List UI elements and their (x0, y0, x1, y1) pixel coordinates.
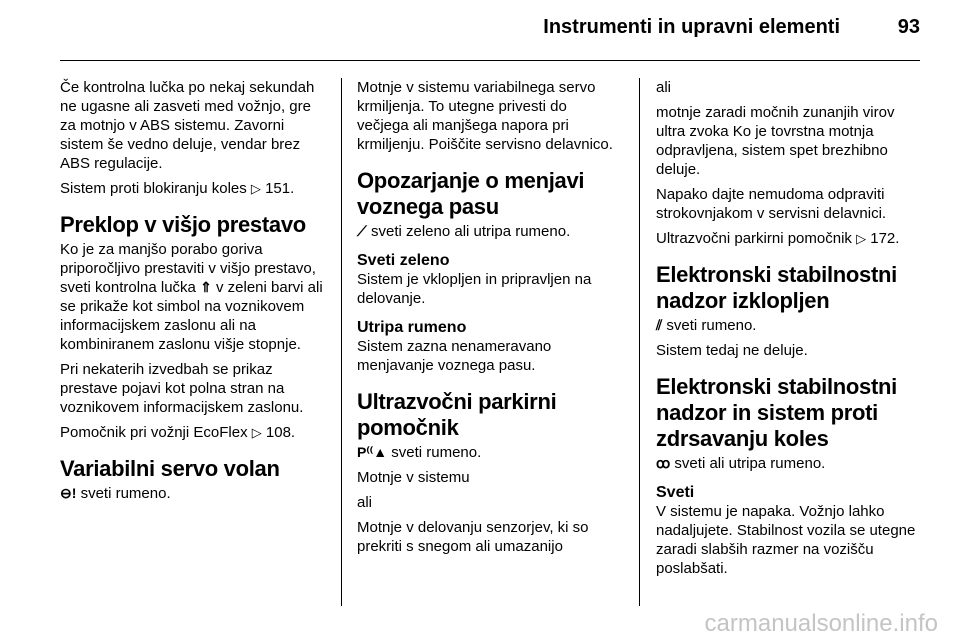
paragraph: motnje zaradi močnih zunanjih virov ultra zvoka Ko je tovrstna motnja odpravljena, sistem spet brezhibno deluje. (656, 104, 895, 178)
page-ref-icon: ▷ (856, 231, 867, 246)
paragraph: Če kontrolna lučka po nekaj sekundah ne ugasne ali zasveti med vožnjo, gre za motnjo v ABS sistemu. Zavorni sistem še vedno deluje, vendar brez ABS regulacije. (60, 79, 315, 172)
paragraph: Sistem zazna nenameravano menjavanje voznega pasu. (357, 338, 552, 374)
subheading: Sveti zeleno (357, 252, 450, 269)
page-ref: 108. (261, 424, 296, 441)
subheading: Sveti (656, 484, 695, 501)
paragraph: Motnje v sistemu variabilnega servo krmiljenja. To utegne privesti do večjega ali manjšega napora pri krmiljenju. Poiščite servisno delavnico. (357, 79, 613, 153)
lane-departure-icon: ⟋ (357, 223, 367, 239)
text: sveti rumeno. (76, 485, 171, 502)
section-heading: Ultrazvočni parkirni pomočnik (357, 389, 557, 440)
text: sveti rumeno. (387, 444, 482, 461)
text: v zeleni barvi ali se prikaže kot simbol na voznikovem informacijskem zaslonu ali na kombiniranem zaslonu višje stopnje. (60, 279, 323, 353)
paragraph (656, 316, 926, 335)
paragraph (60, 240, 330, 354)
page-ref: 151. (260, 180, 295, 197)
section-heading: Preklop v višjo prestavo (60, 212, 306, 237)
paragraph: Pri nekaterih izvedbah se prikaz prestave pojavi kot polna stran na voznikovem informacijskem zaslonu. (60, 361, 304, 416)
page-ref-icon: ▷ (251, 425, 262, 440)
text: sveti ali utripa rumeno. (670, 455, 826, 472)
paragraph: ali (656, 79, 672, 96)
paragraph: Sistem tedaj ne deluje. (656, 342, 808, 359)
parking-assist-icon: P⁽⁽▲ (357, 444, 388, 460)
paragraph: Napako dajte nemudoma odpraviti strokovnjakom v servisni delavnici. (656, 186, 887, 222)
text: Pomočnik pri vožnji EcoFlex (60, 424, 252, 441)
header-divider (60, 60, 920, 61)
paragraph: Motnje v delovanju senzorjev, ki so prekriti s snegom ali umazanijo (357, 519, 589, 555)
page-ref: 172. (866, 230, 900, 247)
paragraph: Sistem je vklopljen in pripravljen na delovanje. (357, 271, 592, 307)
shift-up-icon: ⇑ (200, 279, 212, 295)
paragraph (60, 179, 330, 198)
esc-icon: ꝏ (656, 455, 671, 471)
section-heading: Variabilni servo volan (60, 456, 280, 481)
paragraph: Motnje v sistemu (357, 469, 470, 486)
esc-off-icon: ⫽ (656, 317, 663, 333)
paragraph (60, 423, 330, 442)
paragraph (357, 222, 622, 241)
text: Ko je za manjšo porabo goriva priporočljivo prestaviti v višjo prestavo, sveti kontrolna lučka (60, 241, 316, 296)
column-divider-1 (341, 78, 342, 606)
page-header (60, 0, 920, 62)
steering-warning-icon: ⊖! (60, 485, 77, 501)
page-ref-icon: ▷ (250, 181, 261, 196)
page-number: 93 (897, 16, 920, 38)
text: sveti rumeno. (662, 317, 757, 334)
subheading: Utripa rumeno (357, 319, 467, 336)
paragraph (60, 484, 330, 503)
section-heading: Opozarjanje o menjavi voznega pasu (357, 168, 585, 219)
column-divider-2 (639, 78, 640, 606)
paragraph: ali (357, 494, 373, 511)
text: sveti zeleno ali utripa rumeno. (366, 223, 571, 240)
column-2 (357, 78, 622, 562)
paragraph (357, 443, 622, 462)
paragraph: V sistemu je napaka. Vožnjo lahko nadaljujete. Stabilnost vozila se utegne zaradi slabših razmer na vozišču poslabšati. (656, 503, 916, 577)
column-3 (656, 78, 926, 584)
section-heading: Elektronski stabilnostni nadzor izklopljen (656, 262, 897, 313)
column-1 (60, 78, 330, 509)
section-heading: Elektronski stabilnostni nadzor in sistem proti zdrsavanju koles (656, 374, 897, 451)
watermark: carmanualsonline.info (704, 610, 938, 637)
text: Sistem proti blokiranju koles (60, 180, 251, 197)
page-title: Instrumenti in upravni elementi (543, 16, 840, 38)
text: Ultrazvočni parkirni pomočnik (656, 230, 857, 247)
paragraph (656, 229, 926, 248)
paragraph (656, 454, 926, 473)
